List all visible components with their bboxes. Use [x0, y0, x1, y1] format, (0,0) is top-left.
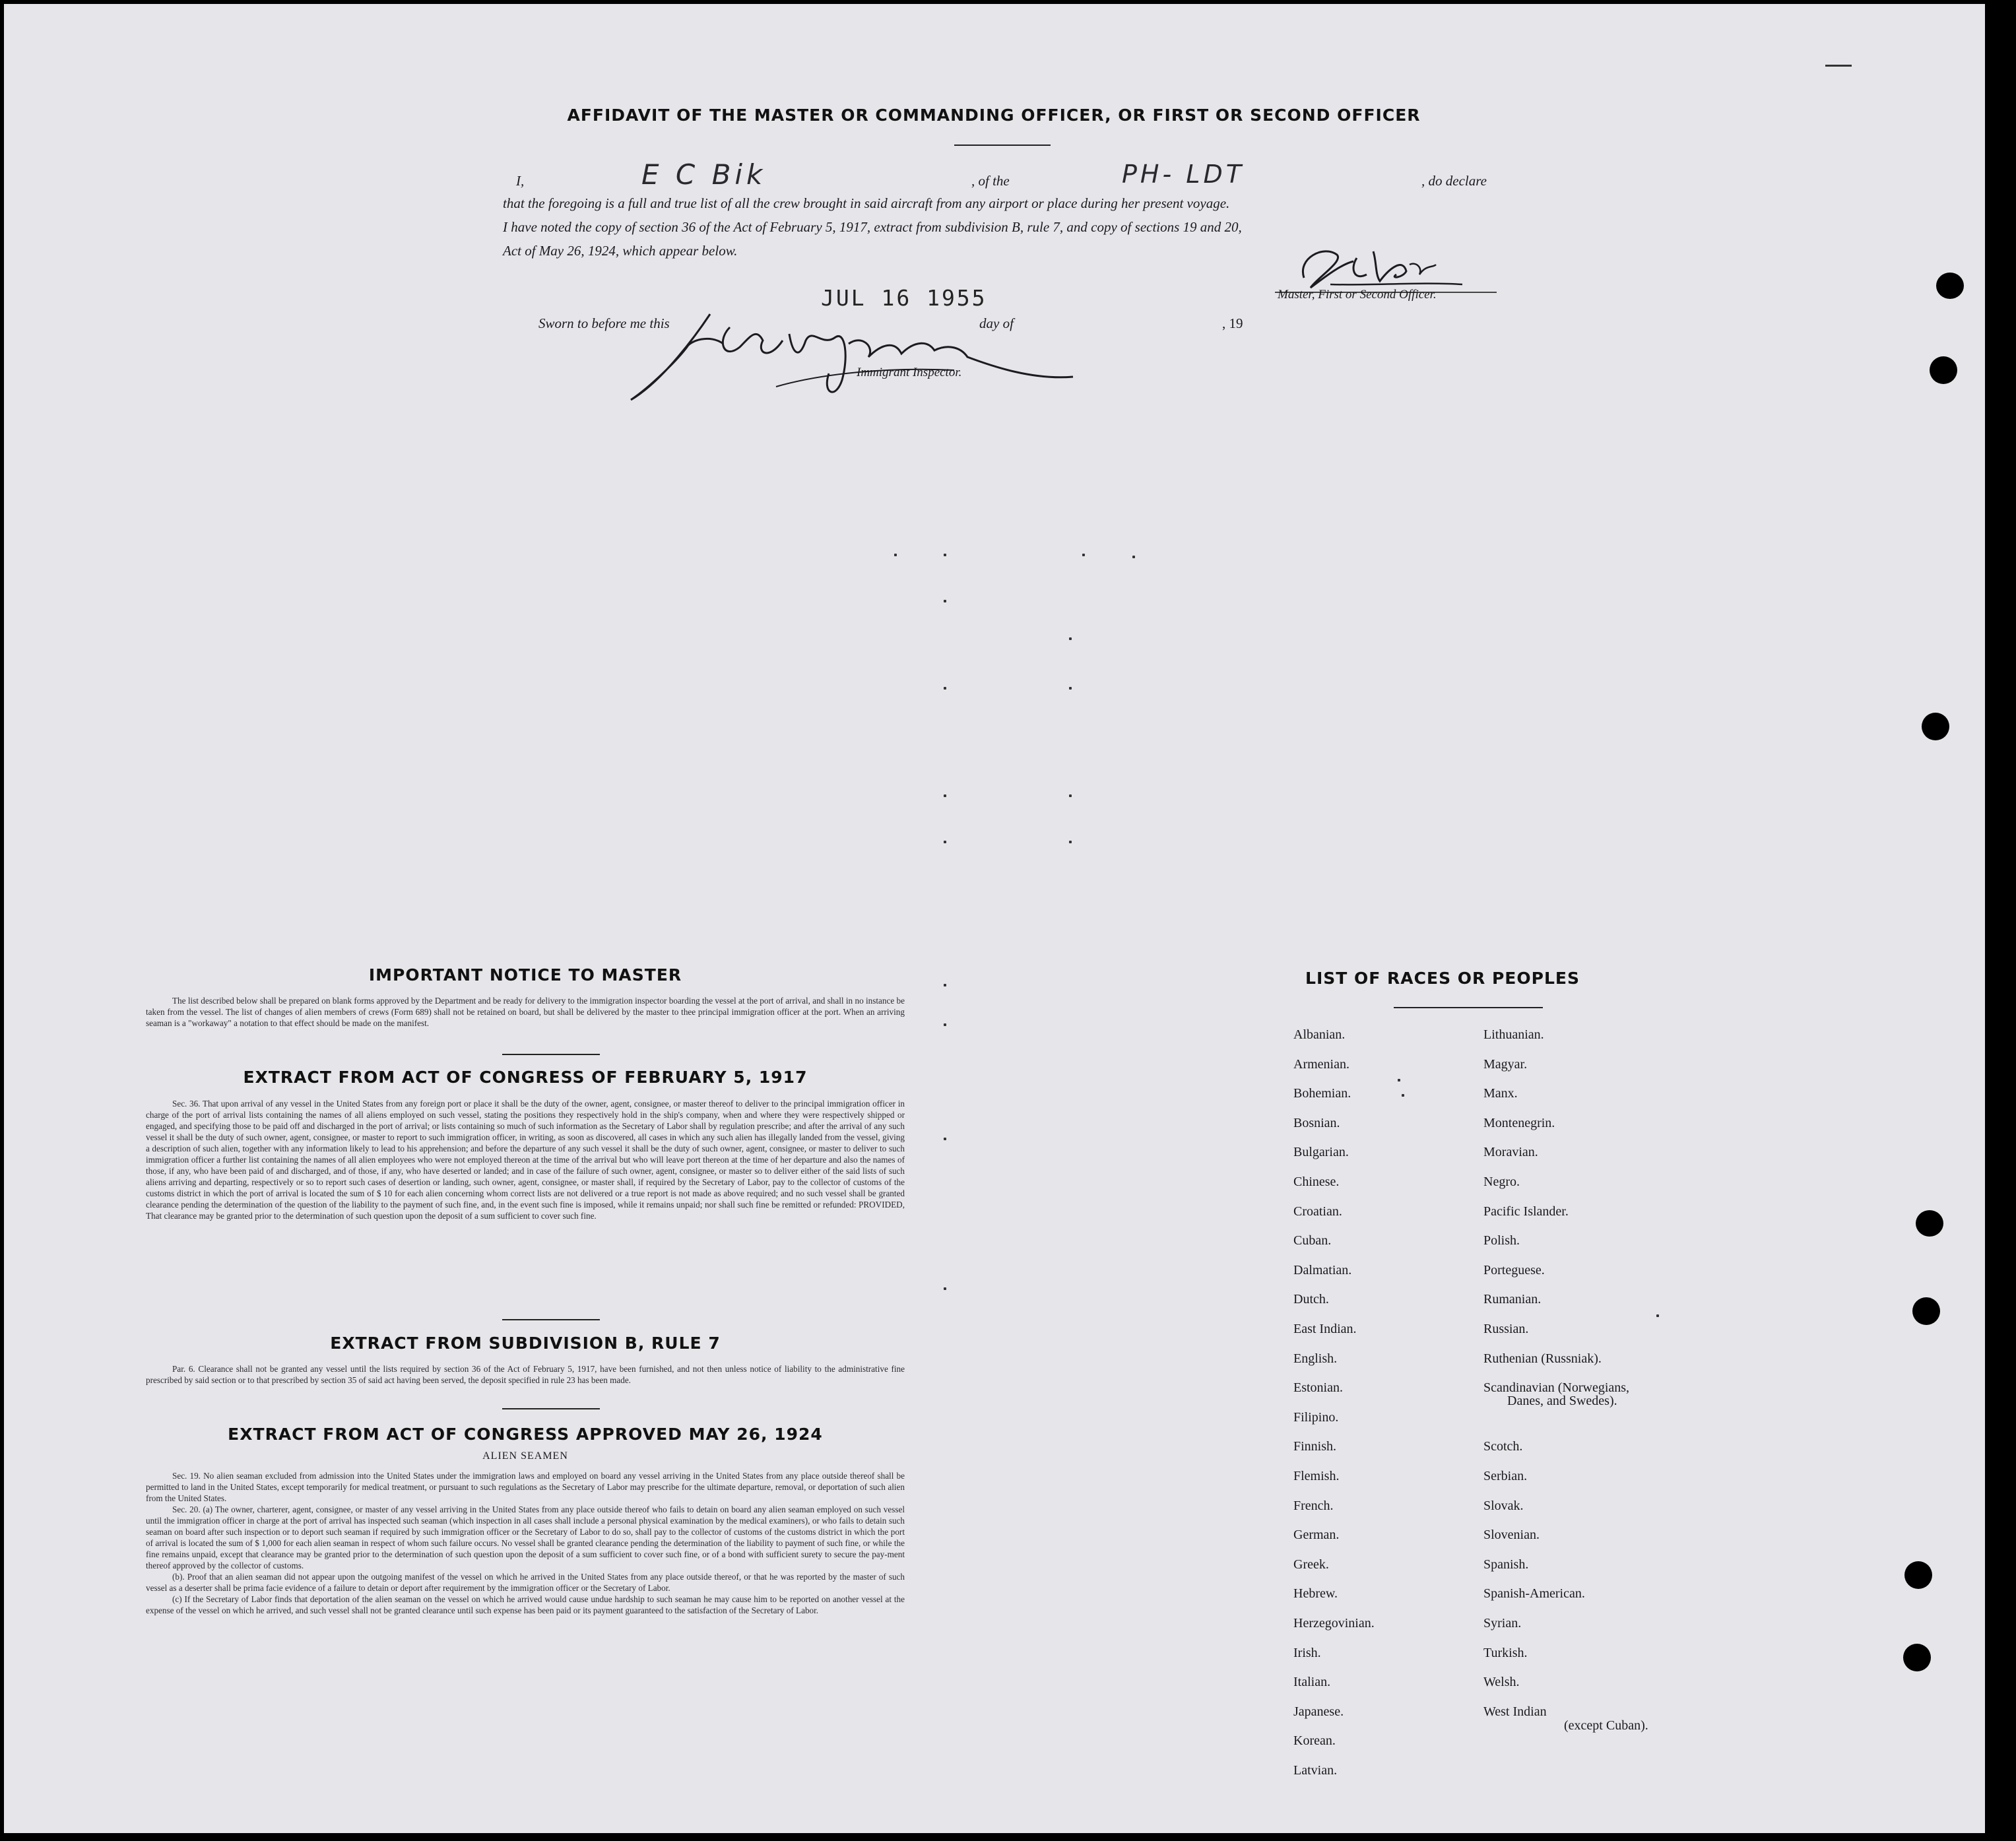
race-item-left: Bosnian.: [1293, 1115, 1340, 1130]
west-indian-continuation: (except Cuban).: [1564, 1718, 1648, 1733]
extract-1917-title: EXTRACT FROM ACT OF CONGRESS OF FEBRUARY 5, 1917: [243, 1068, 808, 1087]
race-item-right: Spanish.: [1483, 1557, 1529, 1572]
speck: [1398, 1079, 1400, 1082]
sworn-label: Sworn to before me this: [538, 315, 670, 331]
day-of-label: day of: [979, 315, 1014, 331]
affidavit-title: AFFIDAVIT OF THE MASTER OR COMMANDING OFFICER, OR FIRST OR SECOND OFFICER: [567, 106, 1421, 125]
par-6-paragraph: Par. 6. Clearance shall not be granted any vessel until the lists required by section 36 of the Act of February 5, 1917, have been furnished, and not then unless notice of liability to the administrative fine prescribed by said section or to that prescribed by section 35 of said act having been served, the deposit specified in rule 23 has been made.: [146, 1364, 905, 1385]
race-item-right: Negro.: [1483, 1175, 1520, 1189]
speck: [944, 794, 946, 797]
subdivision-b-rule: [502, 1408, 600, 1409]
corner-mark: [1825, 65, 1852, 67]
race-item-right: Rumanian.: [1483, 1292, 1542, 1307]
race-item-left: Filipino.: [1293, 1409, 1339, 1425]
subdivision-b-title: EXTRACT FROM SUBDIVISION B, RULE 7: [330, 1334, 721, 1353]
sec-20b-paragraph: (b). Proof that an alien seaman did not appear upon the outgoing manifest of the vessel on which he arrived in the United States from any place outside thereof, or that he was reported by the master of such vessel as a deserter shall be prima facie evidence of a failure to detain or deport after requirement by the immigration officer or the Secretary of Labor.: [146, 1572, 905, 1593]
race-item-left: Cuban.: [1293, 1233, 1332, 1248]
race-item-right: Spanish-American.: [1483, 1586, 1585, 1601]
race-item-left: German.: [1293, 1528, 1340, 1543]
race-item-right: Welsh.: [1483, 1675, 1520, 1690]
punch-hole: [1912, 1297, 1940, 1325]
race-item-right: Porteguese.: [1483, 1262, 1545, 1277]
speck: [894, 554, 897, 556]
punch-hole: [1922, 713, 1949, 740]
race-item-left: East Indian.: [1293, 1322, 1357, 1336]
race-item-left: Bohemian.: [1293, 1086, 1351, 1101]
punch-hole: [1936, 273, 1964, 299]
inspector-signature: [624, 307, 1080, 406]
race-item-left: Korean.: [1293, 1733, 1336, 1749]
speck: [944, 841, 946, 843]
race-item-left: Dalmatian.: [1293, 1262, 1352, 1277]
notice-title: IMPORTANT NOTICE TO MASTER: [368, 965, 682, 985]
race-item-right: Moravian.: [1483, 1145, 1538, 1160]
race-item-right: Polish.: [1483, 1233, 1520, 1248]
notice-text: [146, 995, 905, 1029]
race-item-right: Serbian.: [1483, 1469, 1528, 1483]
speck: [944, 1138, 946, 1140]
race-item-left: Italian.: [1293, 1675, 1331, 1690]
sec-20a-paragraph: Sec. 20. (a) The owner, charterer, agent, consignee, or master of any vessel arriving in the United States from any place outside thereof who fails to detain on board any alien seaman employed on such vessel until the immigration officer in charge at the port of arrival has inspected such seaman (which inspection in all cases shall include a personal physical examination by the medical examiners), or who fails to detain such seaman on board after such inspection or to deport such seaman if required by such immigration officer or the Secretary of Labor to do so, shall pay to the collector of customs of the customs district in which the port of arrival is located the sum of $ 1,000 for each alien seaman in respect of whom such failure occurs. No vessel shall be granted clearance pending the determination of the liability to payment of such fine, or while the fine remains unpaid, except that clearance may be granted prior to the determination of such question upon the deposit of a sum sufficient to cover such fine, or of a bond with sufficient surety to secure the pay-ment thereof approved by the collector of customs.: [146, 1504, 905, 1570]
speck: [1069, 841, 1072, 843]
race-item-left: Croatian.: [1293, 1204, 1342, 1219]
race-item-right: Scandinavian (Norwegians,: [1483, 1380, 1630, 1396]
affidavit-line-2: that the foregoing is a full and true list of all the crew brought in said aircraft from any airport or place during her present voyage.: [503, 195, 1230, 211]
master-signature-label: Master, First or Second Officer.: [1278, 288, 1437, 302]
speck: [944, 1023, 946, 1026]
punch-hole: [1904, 1561, 1932, 1589]
punch-hole: [1930, 356, 1957, 384]
race-item-left: French.: [1293, 1498, 1334, 1513]
speck: [944, 600, 946, 602]
affidavit-do-declare: , do declare: [1421, 173, 1487, 189]
speck: [1082, 554, 1085, 556]
alien-seamen-subtitle: ALIEN SEAMEN: [482, 1450, 568, 1462]
race-item-left: English.: [1293, 1351, 1338, 1366]
speck: [944, 687, 946, 690]
speck: [1069, 794, 1072, 797]
date-stamp: JUL 16 1955: [821, 285, 987, 311]
extract-1917-text: [146, 1098, 905, 1221]
speck: [944, 1287, 946, 1290]
speck: [944, 984, 946, 986]
scandinavian-continuation: Danes, and Swedes).: [1507, 1394, 1617, 1408]
race-item-right: Slovak.: [1483, 1498, 1524, 1513]
race-item-left: Irish.: [1293, 1645, 1321, 1660]
extract-1924-title: EXTRACT FROM ACT OF CONGRESS APPROVED MAY 26, 1924: [228, 1425, 823, 1444]
race-item-left: Hebrew.: [1293, 1586, 1338, 1601]
race-item-right: Magyar.: [1483, 1056, 1528, 1072]
race-item-right: Slovenian.: [1483, 1528, 1540, 1543]
affidavit-i-label: I,: [516, 173, 525, 189]
race-item-left: Chinese.: [1293, 1175, 1340, 1189]
officer-name-handwritten: E C Bik: [641, 158, 767, 191]
race-item-left: Latvian.: [1293, 1763, 1338, 1778]
race-item-right: Scotch.: [1483, 1439, 1523, 1454]
race-item-right: Manx.: [1483, 1086, 1518, 1101]
affidavit-title-rule: [954, 145, 1051, 146]
race-item-right: Turkish.: [1483, 1645, 1528, 1660]
race-item-left: Dutch.: [1293, 1292, 1329, 1307]
races-title: LIST OF RACES OR PEOPLES: [1305, 969, 1580, 988]
sec-20c-paragraph: (c) If the Secretary of Labor finds that deportation of the alien seaman on the vessel on which he arrived would cause undue hardship to such seaman he may cause him to be reported on another vessel at the expense of the vessel on which he arrived, and such vessel shall not be granted clearance until such expense has been paid or its payment guaranteed to the satisfaction of the Secretary of Labor.: [146, 1594, 905, 1615]
year-label: , 19: [1222, 315, 1243, 331]
speck: [1132, 556, 1135, 558]
punch-hole: [1903, 1644, 1931, 1671]
race-item-right: West Indian: [1483, 1704, 1547, 1719]
affidavit-of-the: , of the: [971, 173, 1010, 189]
aircraft-registration-handwritten: PH- LDT: [1122, 160, 1245, 189]
race-item-left: Flemish.: [1293, 1469, 1340, 1483]
affidavit-line-4: Act of May 26, 1924, which appear below.: [503, 243, 738, 259]
inspector-label: Immigrant Inspector.: [857, 366, 962, 379]
extract-1917-rule: [502, 1319, 600, 1320]
race-item-left: Bulgarian.: [1293, 1145, 1349, 1160]
affidavit-line-3: I have noted the copy of section 36 of the Act of February 5, 1917, extract from subdivision B, rule 7, and copy of sections 19 and 20,: [503, 219, 1242, 235]
race-item-left: Armenian.: [1293, 1056, 1349, 1072]
notice-paragraph: The list described below shall be prepared on blank forms approved by the Department and be ready for delivery to the immigration inspector boarding the vessel at the port of arrival, and shall in no instance be taken from the vessel. The list of changes of alien members of crews (Form 689) shall not be retained on board, but shall be delivered by the master to thee principal immigration officer at the port. When an arriving seaman is a "workaway" a notation to that effect should be made on the manifest.: [146, 996, 905, 1028]
races-title-rule: [1394, 1007, 1543, 1008]
race-item-right: Russian.: [1483, 1322, 1529, 1336]
sec-19-paragraph: Sec. 19. No alien seaman excluded from admission into the United States under the immigration laws and employed on board any vessel arriving in the United States from any place outside thereof shall be permitted to land in the United States, except temporarily for medical treatment, or pursuant to such regulations as the Secretary of Labor may prescribe for the ultimate departure, removal, or deportation of such alien from the United States.: [146, 1471, 905, 1503]
race-item-left: Finnish.: [1293, 1439, 1337, 1454]
document-page: [4, 4, 1985, 1833]
speck: [944, 554, 946, 556]
notice-rule: [502, 1054, 600, 1055]
speck: [1069, 637, 1072, 640]
race-item-left: Estonian.: [1293, 1380, 1343, 1396]
speck: [1069, 687, 1072, 690]
section-36-paragraph: Sec. 36. That upon arrival of any vessel in the United States from any foreign port or place it shall be the duty of the owner, agent, consignee, or master thereof to deliver to the principal immigration officer in charge of the port of arrival lists containing the names of all aliens employed on such vessel, stating the positions they respectively hold in the ship's company, when and where they were respectively shipped or engaged, and specifying those to be paid off and discharged in the port of arrival; or lists containing so much of such information as the Secretary of Labor shall by regulation prescribe; and after the arrival of any such vessel it shall be the duty of such owner, agent, consignee, or master to report to such immigration officer, in writing, as soon as discovered, all cases in which any such alien has illegally landed from the vessel, giving a description of such alien, together with any information likely to lead to his apprehension; and before the departure of any such vessel it shall be the duty of such owner, agent, consignee, or master to deliver to such immigration officer a further list containing the names of all alien employees who were not employed thereon at the time of the arrival but who will leave port thereon at the time of her departure and also the names of those, if any, who have been paid of and discharged, and of those, if any, who have deserted or landed; and in case of the failure of such owner, agent, consignee, or master so to deliver either of the said lists of such aliens arriving and departing, respectively or so to report such cases of desertion or landing, such owner, agent, consignee, or master shall, if required by the Secretary of Labor, pay to the collector of customs of the customs district in which the port of arrival is located the sum of $ 10 for each alien concerning whom correct lists are not delivered or a true report is not made as above required; and no such vessel shall be granted clearance pending the determination of the question of the liability to the payment of such fine, and, in the event such fine is imposed, while it remains unpaid; nor shall such fine be remitted or refunded: PROVIDED, That clearance may be granted prior to the determination of such question upon the deposit of a sum sufficient to cover such fine.: [146, 1099, 905, 1221]
race-item-right: Syrian.: [1483, 1616, 1522, 1631]
speck: [1402, 1094, 1404, 1097]
subdivision-b-text: [146, 1363, 905, 1386]
race-item-right: Pacific Islander.: [1483, 1204, 1569, 1219]
race-item-left: Herzegovinian.: [1293, 1616, 1375, 1631]
extract-1924-text: [146, 1470, 905, 1616]
race-item-left: Albanian.: [1293, 1027, 1346, 1042]
race-item-right: Lithuanian.: [1483, 1027, 1544, 1042]
race-item-left: Greek.: [1293, 1557, 1329, 1572]
race-item-right: Montenegrin.: [1483, 1115, 1555, 1130]
race-item-right: Ruthenian (Russniak).: [1483, 1351, 1602, 1366]
speck: [1656, 1314, 1659, 1317]
race-item-left: Japanese.: [1293, 1704, 1344, 1719]
punch-hole: [1916, 1210, 1943, 1237]
